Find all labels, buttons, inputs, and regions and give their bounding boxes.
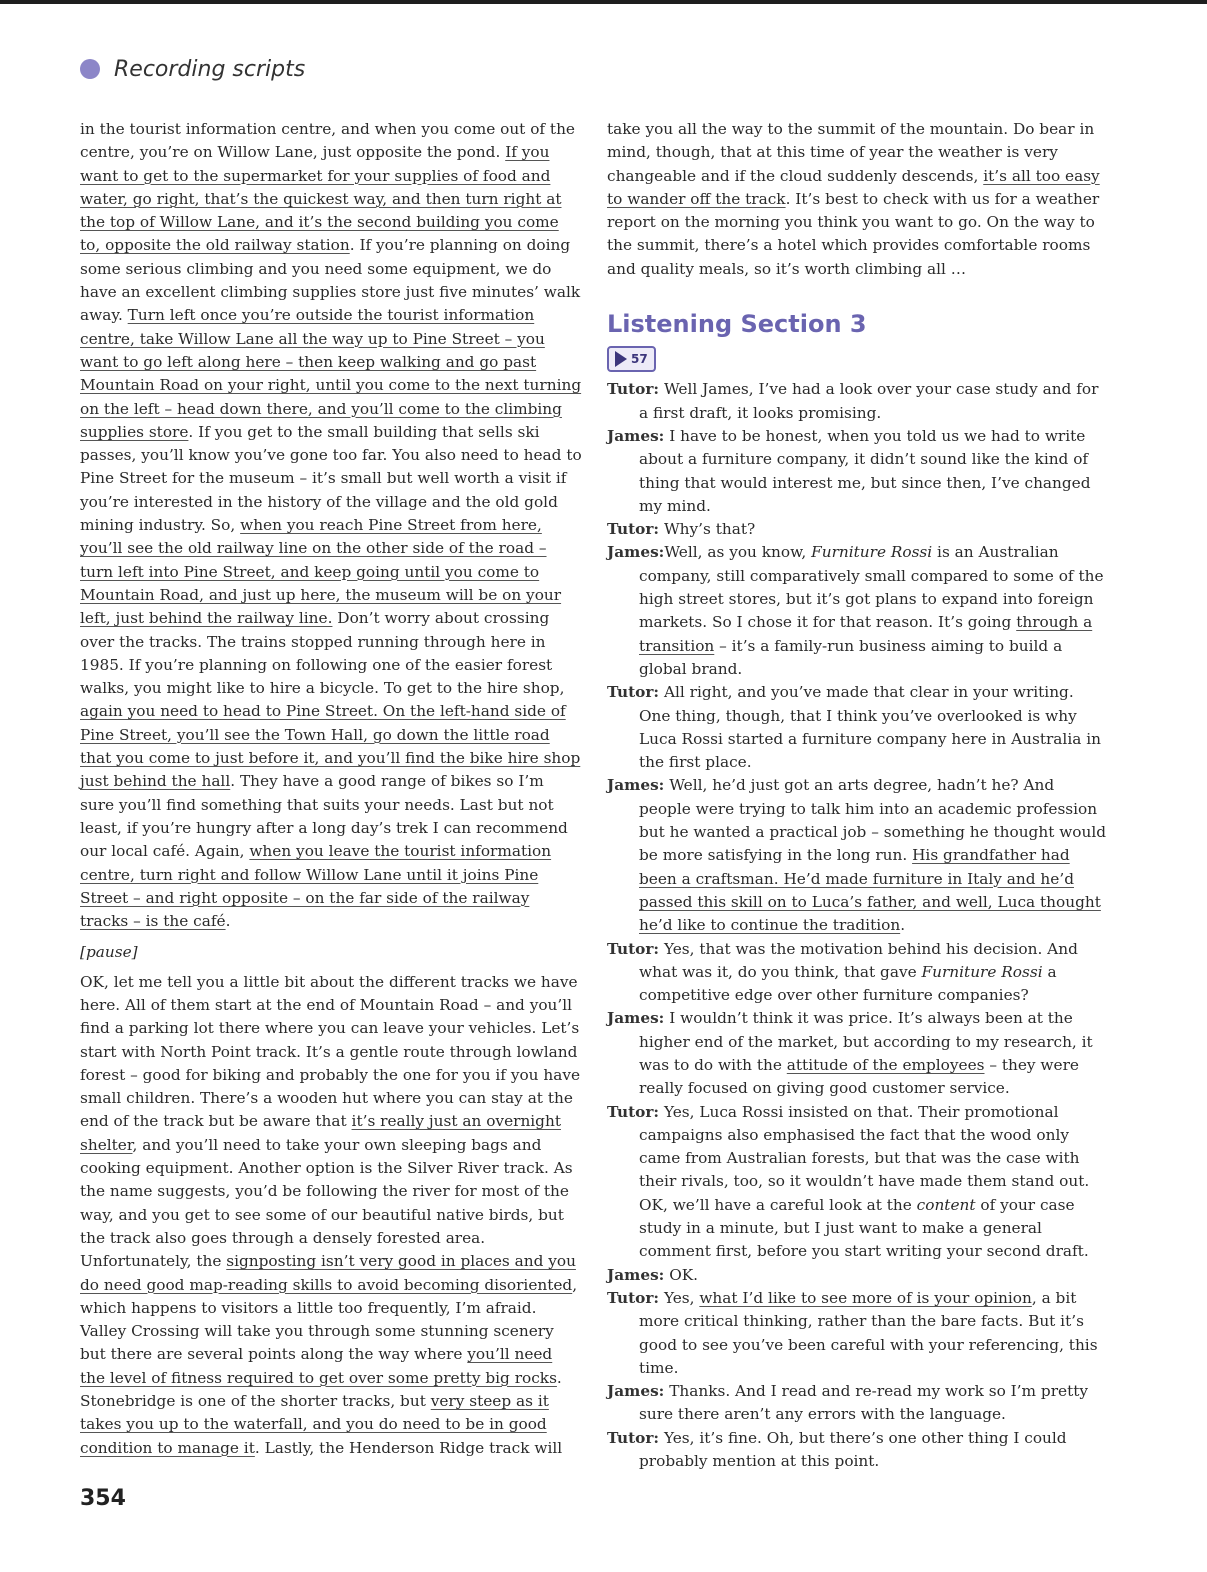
answer-underline: again you need to head to Pine Street. On the left-hand side of Pine Street, you’ll see the Town Hall, go down the little road that you come to just before it, and you’ll find the bike hire shop just behind the hall — [80, 702, 581, 791]
text-run: I wouldn’t think it was price. It’s always been at the higher end of the market, but according to my research, it was to do with the — [639, 1009, 1093, 1074]
speaker-label: Tutor: — [607, 1102, 660, 1121]
text-run: . — [900, 916, 906, 935]
page-header — [80, 54, 305, 84]
text-run: Thanks. And I read and re-read my work so I’m pretty sure there aren’t any errors with the language. — [639, 1382, 1089, 1424]
dialogue-turn — [607, 1264, 1109, 1287]
speaker-label: James: — [607, 1382, 665, 1401]
answer-underline: signposting isn’t very good in places and you do need good map-reading skills to avoid becoming disoriented — [80, 1252, 576, 1294]
speaker-label: Tutor: — [607, 939, 660, 958]
text-run: Yes, that was the motivation behind his decision. And what was it, do you think, that gave — [639, 939, 1078, 981]
left-paragraph-2 — [80, 971, 582, 1460]
speaker-label: James: — [607, 776, 665, 795]
text-run: OK. — [664, 1265, 699, 1284]
audio-track-button[interactable] — [607, 346, 656, 372]
left-column — [80, 118, 582, 1460]
text-run: is an Australian company, still comparatively small compared to some of the high street stores, but it’s got plans to expand into foreign markets. So I chose it for that reason. It’s going — [639, 543, 1104, 632]
dialogue-turn — [607, 378, 1109, 425]
answer-underline: Turn left once you’re outside the tourist information centre, take Willow Lane all the way up to Pine Street – you want to go left along here – then keep walking and go past Mountain Road on your right, until you come to the next turning on the left – head down there, and you’ll come to the climbing supplies store — [80, 306, 582, 441]
text-run: Yes, it’s fine. Oh, but there’s one other thing I could probably mention at this point. — [639, 1428, 1067, 1471]
text-run: OK, let me tell you a little bit about the different tracks we have here. All of them start at the end of Mountain Road – and you’ll find a parking lot there where you can leave your vehicles. Let’s start with North Point track. It’s a gentle route through lowland forest – good for biking and probably the one for you if you have small children. There’s a wooden hut where you can stay at the end of the track but be aware that — [80, 972, 581, 1131]
header-title: Recording scripts — [114, 56, 306, 82]
text-run: , which happens to visitors a little too frequently, I’m afraid. Valley Crossing will take you through some stunning scenery but there are several points along the way where — [80, 1275, 578, 1364]
italic-text: Furniture Rossi — [811, 543, 933, 562]
dialogue-turn — [607, 425, 1109, 518]
answer-underline: when you reach Pine Street from here, you’ll see the old railway line on the other side of the road – turn left into Pine Street, and keep going until you come to Mountain Road, and just up here, the museum will be on your left, just behind the railway line. — [80, 516, 562, 628]
speaker-label: Tutor: — [607, 520, 660, 539]
speaker-label: Tutor: — [607, 683, 660, 702]
dialogue — [607, 378, 1109, 1473]
text-run: Well, as you know, — [664, 543, 812, 562]
text-run: . — [225, 912, 231, 931]
speaker-label: James: — [607, 1265, 665, 1284]
text-run: . Lastly, the Henderson Ridge track will — [254, 1438, 563, 1457]
text-run: . It’s best to check with us for a weather report on the morning you think you want to go. On the way to the summit, there’s a hotel which provides comfortable rooms and quality meals, so it’s worth climbing all … — [607, 189, 1100, 278]
text-run: take you all the way to the summit of the mountain. Do bear in mind, though, that at this time of year the weather is very changeable and if the cloud suddenly descends, — [607, 120, 1095, 185]
dialogue-turn — [607, 1287, 1109, 1380]
italic-text: content — [916, 1195, 976, 1214]
text-run: Well James, I’ve had a look over your case study and for a first draft, it looks promising. — [639, 380, 1099, 422]
text-run: Yes, — [659, 1288, 700, 1307]
speaker-label: Tutor: — [607, 380, 660, 399]
speaker-label: James: — [607, 426, 665, 445]
answer-underline: through a transition — [639, 613, 1093, 655]
answer-underline: attitude of the employees — [786, 1055, 985, 1074]
dialogue-turn — [607, 938, 1109, 1008]
answer-underline: it’s all too easy to wander off the track — [607, 166, 1100, 208]
answer-underline: what I’d like to see more of is your opinion — [699, 1288, 1032, 1307]
right-paragraph-1 — [607, 118, 1109, 281]
dialogue-turn — [607, 1101, 1109, 1264]
text-run: Yes, Luca Rossi insisted on that. Their promotional campaigns also emphasised the fact that the wood only came from Australian forests, but that was the case with their rivals, too, so it wouldn’t have made them stand out. OK, we’ll have a careful look at the — [639, 1102, 1090, 1214]
left-paragraph-1 — [80, 118, 582, 933]
top-rule — [0, 0, 1207, 4]
text-run: All right, and you’ve made that clear in your writing. One thing, though, that I think you’ve overlooked is why Luca Rossi started a furniture company here in Australia in the first place. — [639, 683, 1101, 772]
text-run: , a bit more critical thinking, rather than the bare facts. But it’s good to see you’ve been careful with your referencing, this time. — [639, 1288, 1098, 1377]
text-run: , and you’ll need to take your own sleeping bags and cooking equipment. Another option is the Silver River track. As the name suggests, you’d be following the river for most of the way, and you get to see some of our beautiful native birds, but the track also goes through a densely forested area. Unfortunately, the — [80, 1135, 573, 1271]
text-run: Why’s that? — [659, 520, 756, 539]
speaker-label: Tutor: — [607, 1288, 660, 1307]
dialogue-turn — [607, 518, 1109, 541]
text-run: . They have a good range of bikes so I’m sure you’ll find something that suits your needs. Last but not least, if you’re hungry after a long day’s trek I can recommend our local café. Again, — [80, 772, 568, 861]
dialogue-turn — [607, 1380, 1109, 1427]
text-run: a competitive edge over other furniture companies? — [639, 962, 1057, 1005]
speaker-label: James: — [607, 543, 665, 562]
play-icon — [615, 351, 627, 367]
pause-note: [pause] — [80, 943, 138, 962]
text-run: I have to be honest, when you told us we had to write about a furniture company, it didn’t sound like the kind of thing that would interest me, but since then, I’ve changed my mind. — [639, 426, 1091, 515]
answer-underline: If you want to get to the supermarket for your supplies of food and water, go right, that’s the quickest way, and then turn right at the top of Willow Lane, and it’s the second building you come to, opposite the old railway station — [80, 143, 562, 255]
speaker-label: Tutor: — [607, 1428, 660, 1447]
italic-text: Furniture Rossi — [921, 962, 1043, 981]
answer-underline: it’s really just an overnight shelter — [80, 1112, 561, 1154]
page-number: 354 — [80, 1486, 126, 1511]
text-run: – it’s a family-run business aiming to build a global brand. — [639, 636, 1063, 678]
speaker-label: James: — [607, 1009, 665, 1028]
text-run: . If you’re planning on doing some serious climbing and you need some equipment, we do have an excellent climbing supplies store just five minutes’ walk away. — [80, 236, 581, 325]
text-run: – they were really focused on giving good customer service. — [639, 1055, 1079, 1098]
dialogue-turn — [607, 1427, 1109, 1474]
text-run: of your case study in a minute, but I just want to make a general comment first, before you start writing your second draft. — [639, 1195, 1089, 1261]
bullet-dot-icon — [80, 59, 100, 79]
track-number: 57 — [631, 351, 648, 366]
text-run: Don’t worry about crossing over the tracks. The trains stopped running through here in 1985. If you’re planning on following one of the easier forest walks, you might like to hire a bicycle. To get to the hire shop, — [80, 609, 565, 698]
text-run: . Stonebridge is one of the shorter tracks, but — [80, 1368, 562, 1411]
dialogue-turn — [607, 774, 1109, 937]
answer-underline: very steep as it takes you up to the waterfall, and you do need to be in good condition to manage it — [80, 1392, 549, 1457]
text-run: . If you get to the small building that sells ski passes, you’ll know you’ve gone too far. You also need to head to Pine Street for the museum – it’s small but well worth a visit if you’re interested in the history of the village and the old gold mining industry. So, — [80, 422, 582, 535]
right-column — [607, 118, 1109, 1473]
dialogue-turn — [607, 541, 1109, 681]
dialogue-turn — [607, 681, 1109, 774]
text-run: in the tourist information centre, and when you come out of the centre, you’re on Willow Lane, just opposite the pond. — [80, 120, 575, 162]
section-title: Listening Section 3 — [607, 310, 867, 339]
answer-underline: you’ll need the level of fitness required to get over some pretty big rocks — [80, 1345, 557, 1387]
answer-underline: His grandfather had been a craftsman. He’d made furniture in Italy and he’d passed this skill on to Luca’s father, and well, Luca thought he’d like to continue the tradition — [639, 846, 1101, 935]
dialogue-turn — [607, 1007, 1109, 1100]
text-run: Well, he’d just got an arts degree, hadn’t he? And people were trying to talk him into an academic profession but he wanted a practical job – something he thought would be more satisfying in the long run. — [639, 776, 1107, 865]
answer-underline: when you leave the tourist information centre, turn right and follow Willow Lane until it joins Pine Street – and right opposite – on the far side of the railway tracks – is the café — [80, 842, 552, 931]
